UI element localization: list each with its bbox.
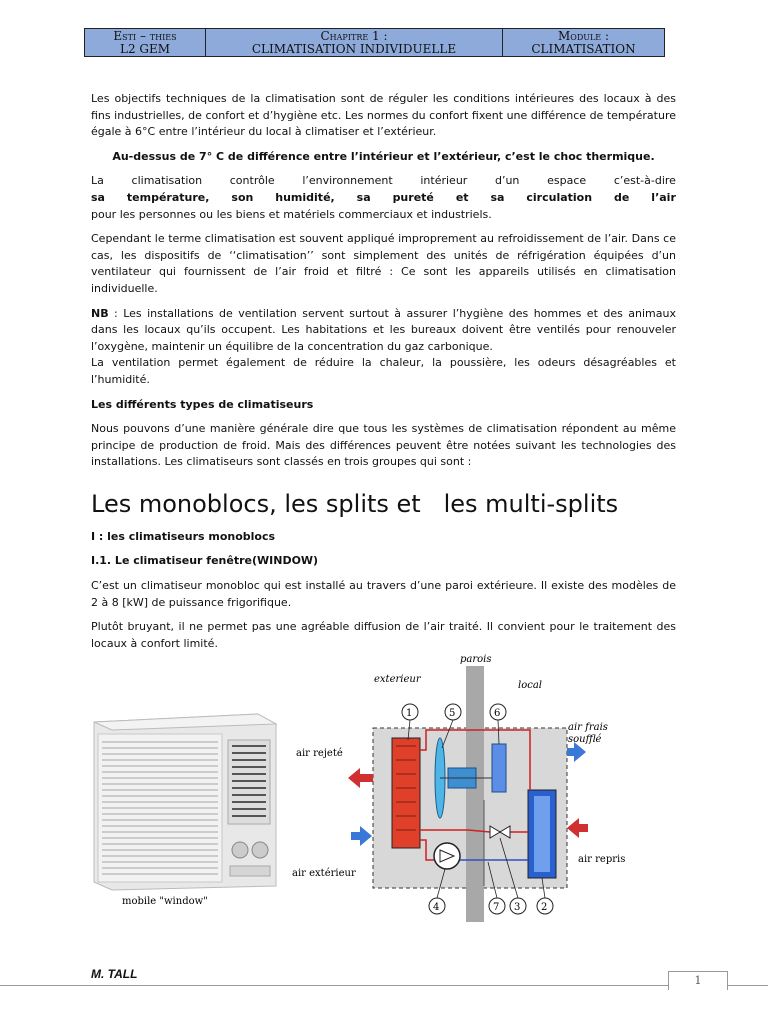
arrow-fresh-air: [567, 742, 586, 762]
definition-word: circulation: [526, 190, 593, 204]
document-body: [91, 91, 676, 660]
definition-word: l’environnement: [302, 174, 393, 188]
callout-4: 4: [433, 902, 440, 913]
label-air-rejete: air rejeté: [296, 748, 343, 759]
footer-line: [0, 985, 768, 986]
header-left-cell: [85, 29, 206, 57]
definition-line-3: pour les personnes ou les biens et matériels commerciaux et industriels.: [91, 207, 492, 221]
label-air-frais-2: soufflé: [568, 734, 602, 745]
header-table: [84, 28, 665, 57]
wall: [466, 666, 484, 922]
paragraph-objectives: Les objectifs techniques de la climatisation sont de réguler les conditions intérieures des locaux à des fins industrielles, de confort et d’hygiène etc. Les normes du confort fixent une différence de température égale à 6°C entre l’intérieur du local à climatiser et l’extérieur.: [91, 92, 676, 139]
definition-word: espace: [547, 174, 587, 188]
definition-word: pureté: [392, 190, 434, 204]
header-chapter: Chapitre 1 :: [320, 28, 388, 43]
callout-2: 2: [541, 902, 548, 913]
heading-window: I.1. Le climatiseur fenêtre(WINDOW): [91, 554, 319, 568]
paragraph-groups: Nous pouvons d’une manière générale dire que tous les systèmes de climatisation répondent au même principe de production de froid. Mais des différences peuvent être notées suivant les technologies des installations. Les climatiseurs sont classés en trois groupes qui sont :: [91, 422, 676, 469]
label-air-exterieur: air extérieur: [292, 868, 356, 879]
definition-word: son: [231, 190, 254, 204]
definition-word: sa: [356, 190, 371, 204]
definition-word: de: [614, 190, 630, 204]
definition-word: intérieur: [420, 174, 468, 188]
header-center-cell: [206, 29, 503, 57]
big-title: Les monoblocs, les splits et les multi-splits: [91, 489, 619, 518]
definition-word: climatisation: [131, 174, 203, 188]
paragraph-window-noise: Plutôt bruyant, il ne permet pas une agréable diffusion de l’air traité. Il convient pour le traitement des locaux à confort limité.: [91, 620, 676, 650]
nb-label: NB: [91, 306, 109, 320]
callout-3: 3: [514, 902, 521, 913]
definition-word: humidité,: [275, 190, 335, 204]
definition-word: c’est-à-dire: [613, 174, 676, 188]
paragraph-improper-use: Cependant le terme climatisation est souvent appliqué improprement au refroidissement de l’air. Dans ce cas, les dispositifs de ‘‘climatisation’’ sont simplement des unités de réfrigération équipées d’un ventilateur qui fournissent de l’air froid et filtré : Ce sont les appareils utilisés en climatisation individuelle.: [91, 232, 676, 295]
header-class: L2 GEM: [119, 41, 171, 56]
callout-1: 1: [406, 708, 413, 719]
definition-word: sa: [490, 190, 505, 204]
arrow-air-rejected: [348, 768, 373, 788]
label-local: local: [518, 680, 542, 691]
schematic-diagram: [348, 666, 588, 922]
definition-word: d’un: [494, 174, 520, 188]
heading-monoblocs: I : les climatiseurs monoblocs: [91, 529, 276, 543]
paragraph-ventilation: La ventilation permet également de réduire la chaleur, la poussière, les odeurs désagréables et l’humidité.: [91, 356, 676, 386]
arrow-outside-air: [351, 826, 372, 846]
header-module-title: CLIMATISATION: [531, 41, 636, 56]
definition-word: sa: [91, 190, 105, 204]
definition-line-1: [91, 173, 676, 190]
label-air-frais-1: air frais: [568, 722, 608, 733]
heading-types: Les différents types de climatiseurs: [91, 397, 314, 411]
label-paroi: parois: [460, 654, 492, 665]
definition-line-2: [91, 190, 676, 207]
callout-5: 5: [449, 708, 456, 719]
label-air-repris: air repris: [578, 854, 626, 865]
figure-svg: [90, 650, 690, 925]
definition-word: contrôle: [229, 174, 275, 188]
photo-caption: mobile "window": [122, 896, 208, 907]
paragraph-nb: [91, 306, 676, 356]
page-number: 1: [668, 971, 728, 990]
callout-6: 6: [494, 708, 501, 719]
paragraph-definition: [91, 173, 676, 223]
arrow-return-air: [567, 818, 588, 838]
window-ac-photo: [94, 714, 276, 890]
paragraph-window-desc: C’est un climatiseur monobloc qui est installé au travers d’une paroi extérieure. Il existe des modèles de 2 à 8 [kW] de puissance frigorifique.: [91, 579, 676, 609]
header-module: Module :: [557, 28, 609, 43]
definition-word: et: [455, 190, 469, 204]
callout-7: 7: [493, 902, 500, 913]
header-school: Esti – thies: [113, 28, 177, 43]
definition-word: l’air: [651, 190, 676, 204]
label-exterieur: exterieur: [374, 674, 421, 685]
header-right-cell: [503, 29, 665, 57]
header-chapter-title: CLIMATISATION INDIVIDUELLE: [251, 41, 457, 56]
definition-word: La: [91, 174, 104, 188]
figure-window-ac: [90, 650, 690, 925]
paragraph-thermal-shock: Au-dessus de 7° C de différence entre l’intérieur et l’extérieur, c’est le choc thermique.: [112, 149, 655, 163]
definition-word: température,: [126, 190, 210, 204]
nb-text: : Les installations de ventilation servent surtout à assurer l’hygiène des hommes et des animaux dans les locaux qu’ils occupent. Les habitations et les bureaux doivent être ventilés pour renouveler l’oxygène, maintenir un équilibre de la concentration du gaz carbonique.: [91, 306, 676, 353]
footer-author: M. TALL: [91, 967, 138, 981]
